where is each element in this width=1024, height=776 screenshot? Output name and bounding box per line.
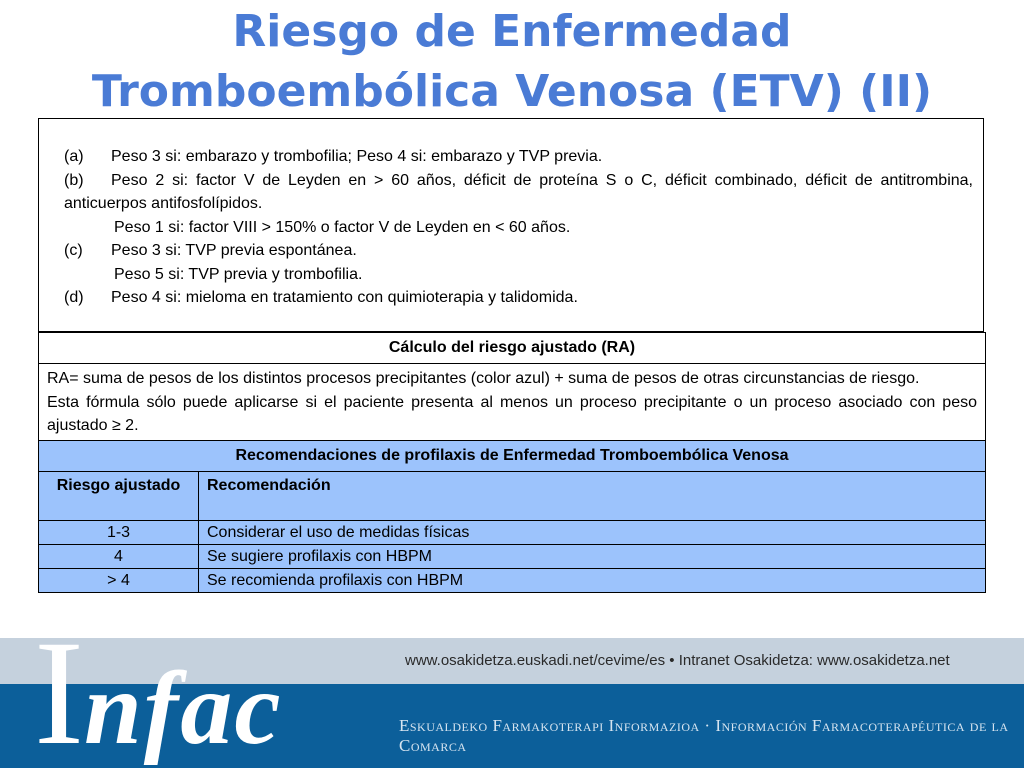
calc-line-1: RA= suma de pesos de los distintos procesos precipitantes (color azul) + suma de pesos de otras circunstancias de riesgo. (47, 370, 920, 387)
note-a (64, 145, 973, 169)
note-c-text: Peso 3 si: TVP previa espontánea. (111, 242, 357, 259)
table-row (39, 520, 986, 544)
footnotes-box (38, 118, 984, 332)
table-row (39, 568, 986, 592)
risk-table (38, 332, 986, 593)
note-d-text: Peso 4 si: mieloma en tratamiento con quimioterapia y talidomida. (111, 289, 578, 306)
calc-formula (39, 364, 986, 441)
note-a-text: Peso 3 si: embarazo y trombofilia; Peso 4 si: embarazo y TVP previa. (111, 148, 603, 165)
recommendations-header: Recomendaciones de profilaxis de Enfermedad Tromboembólica Venosa (39, 440, 986, 471)
risk-value: > 4 (39, 568, 199, 592)
note-a-label: (a) (64, 148, 84, 165)
recommendation-text: Se sugiere profilaxis con HBPM (199, 544, 986, 568)
page-title (0, 2, 1024, 122)
recommendation-text: Considerar el uso de medidas físicas (199, 520, 986, 544)
note-c-label: (c) (64, 242, 83, 259)
note-b-extra: Peso 1 si: factor VIII > 150% o factor V de Leyden en < 60 años. (114, 218, 571, 236)
col-header-recommendation: Recomendación (199, 471, 986, 520)
risk-value: 4 (39, 544, 199, 568)
title-line-1: Riesgo de Enfermedad (232, 6, 792, 57)
footer-tagline: Eskualdeko Farmakoterapi Informazioa · Información Farmacoterapéutica de la Comarca (399, 716, 1009, 755)
note-d-label: (d) (64, 289, 84, 306)
title-line-2: Tromboembólica Venosa (ETV) (II) (91, 66, 933, 117)
calc-line-2: Esta fórmula sólo puede aplicarse si el paciente presenta al menos un proceso precipitante o un proceso asociado con peso ajustado ≥ 2. (47, 393, 977, 434)
infac-logo: Infac (34, 610, 283, 776)
table-row (39, 544, 986, 568)
risk-value: 1-3 (39, 520, 199, 544)
calc-header: Cálculo del riesgo ajustado (RA) (39, 333, 986, 364)
footer-urls: www.osakidetza.euskadi.net/cevime/es • Intranet Osakidetza: www.osakidetza.net (405, 652, 950, 669)
recommendation-text: Se recomienda profilaxis con HBPM (199, 568, 986, 592)
note-c (64, 239, 973, 263)
note-b (64, 169, 973, 216)
note-b-text: Peso 2 si: factor V de Leyden en > 60 años, déficit de proteína S o C, déficit combinado, déficit de antitrombina, anticuerpos antifosfolípidos. (64, 171, 973, 212)
note-c-extra: Peso 5 si: TVP previa y trombofilia. (114, 265, 363, 283)
note-b-label: (b) (64, 171, 84, 189)
col-header-risk: Riesgo ajustado (39, 471, 199, 520)
note-d (64, 286, 973, 310)
